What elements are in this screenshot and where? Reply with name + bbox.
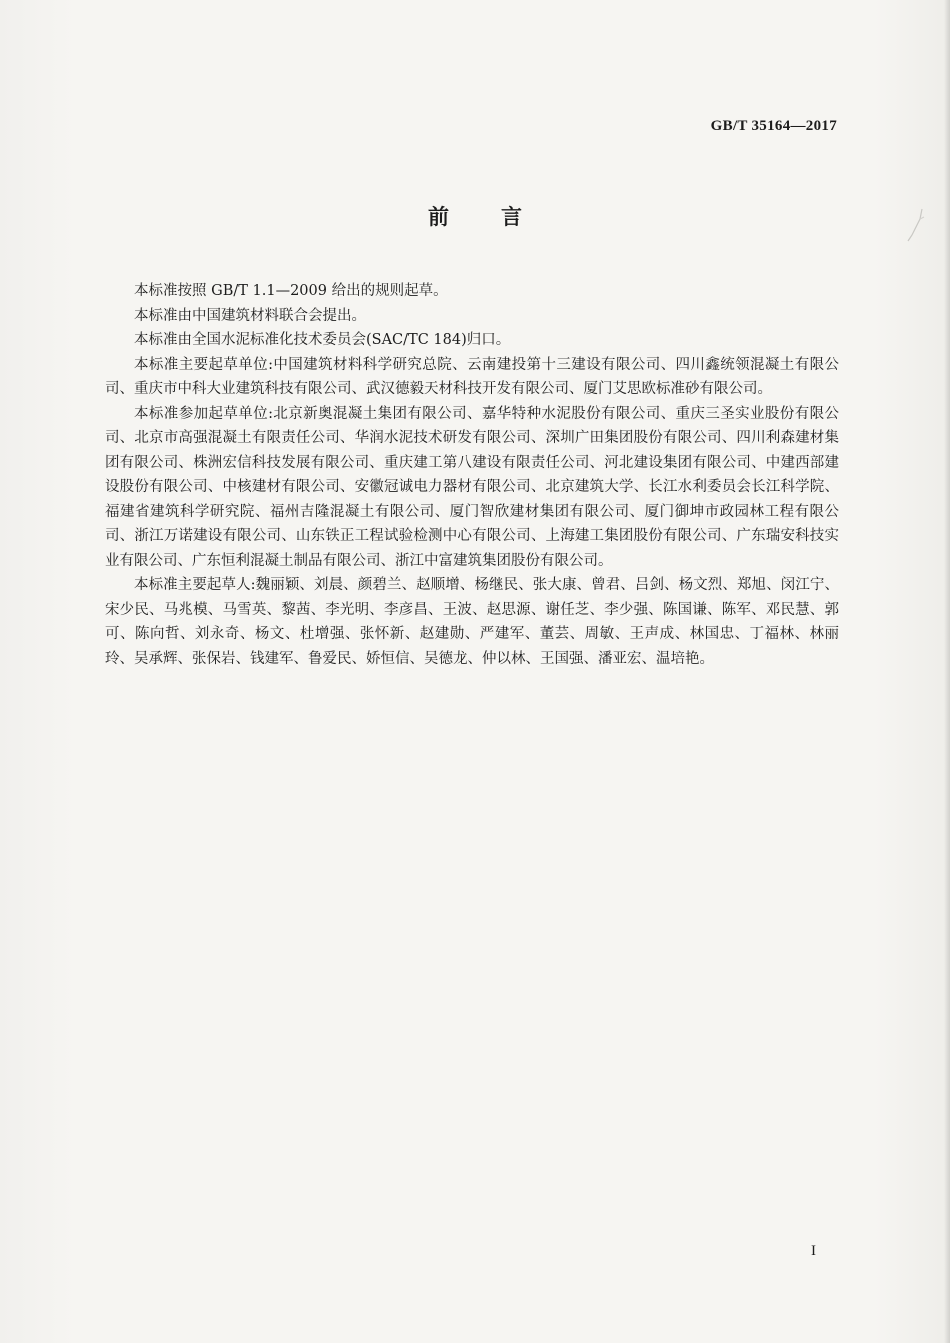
- standard-code: GB/T 35164—2017: [710, 118, 837, 134]
- page-number: I: [811, 1243, 816, 1259]
- pencil-mark-icon: [902, 205, 928, 245]
- page-title: 前言: [428, 205, 574, 229]
- paragraph-jurisdiction: 本标准由全国水泥标准化技术委员会(SAC/TC 184)归口。: [134, 332, 511, 348]
- paragraph-main-drafters: 本标准主要起草人:魏丽颖、刘晨、颜碧兰、赵顺增、杨继民、张大康、曾君、吕剑、杨文烈、郑旭、闵江宁、宋少民、马兆模、马雪英、黎茜、李光明、李彦昌、王波、赵思源、谢任芝、李少强、陈国谦、陈军、邓民慧、郭可、陈向哲、刘永奇、杨文、杜增强、张怀新、赵建勋、严建军、董芸、周敏、王声成、林国忠、丁福林、林丽玲、吴承辉、张保岩、钱建军、鲁爱民、娇恒信、吴德龙、仲以林、王国强、潘亚宏、温培艳。: [105, 577, 839, 667]
- paragraph-drafting-rules: 本标准按照 GB/T 1.1—2009 给出的规则起草。: [134, 283, 448, 299]
- paragraph-main-drafting-units: 本标准主要起草单位:中国建筑材料科学研究总院、云南建投第十三建设有限公司、四川鑫统领混凝土有限公司、重庆市中科大业建筑科技有限公司、武汉德毅天材科技开发有限公司、厦门艾思欧标准砂有限公司。: [105, 356, 839, 397]
- paragraph-proposer: 本标准由中国建筑材料联合会提出。: [134, 307, 366, 324]
- paragraph-participating-units: 本标准参加起草单位:北京新奥混凝土集团有限公司、嘉华特种水泥股份有限公司、重庆三圣实业股份有限公司、北京市高强混凝土有限责任公司、华润水泥技术研发有限公司、深圳广田集团股份有限公司、四川利森建材集团有限公司、株洲宏信科技发展有限公司、重庆建工第八建设有限责任公司、河北建设集团有限公司、中建西部建设股份有限公司、中核建材有限公司、安徽冠诚电力器材有限公司、北京建筑大学、长江水利委员会长江科学院、福建省建筑科学研究院、福州吉隆混凝土有限公司、厦门智欣建材集团有限公司、厦门御坤市政园林工程有限公司、浙江万诺建设有限公司、山东铁正工程试验检测中心有限公司、上海建工集团股份有限公司、广东瑞安科技实业有限公司、广东恒利混凝土制品有限公司、浙江中富建筑集团股份有限公司。: [105, 405, 839, 569]
- foreword-body: [105, 279, 839, 671]
